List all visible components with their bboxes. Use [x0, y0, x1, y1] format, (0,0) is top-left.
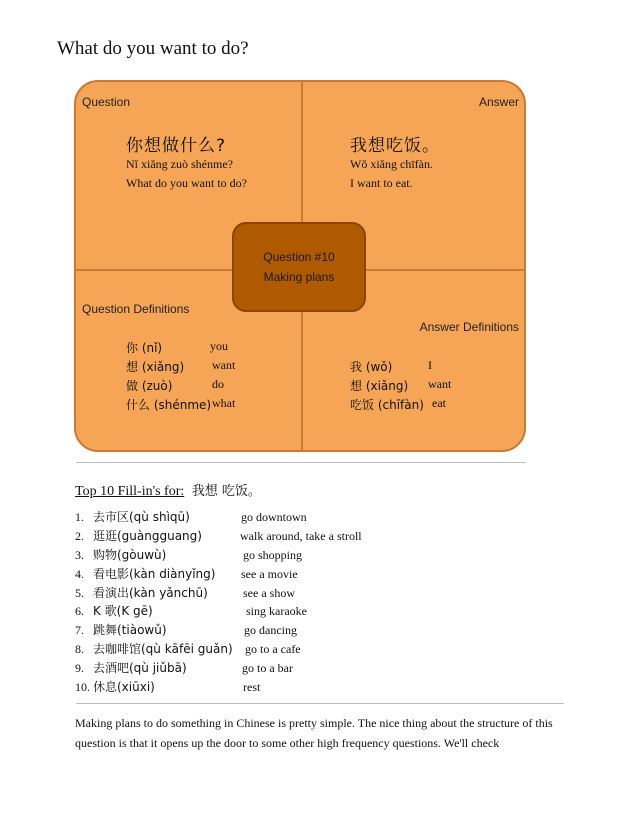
list-item: 2. 逛逛(guàngguang): [75, 529, 202, 543]
answer-label: Answer: [478, 95, 519, 109]
center-question-box: [232, 222, 366, 312]
center-topic: Making plans: [263, 270, 335, 284]
answer-definition-meaning: I: [428, 358, 432, 372]
list-item-meaning: go to a bar: [242, 661, 293, 675]
question-chinese: 你想做什么?: [126, 136, 227, 156]
list-item-meaning: see a movie: [241, 567, 298, 581]
list-item-meaning: go to a cafe: [245, 642, 301, 656]
list-item: 8. 去咖啡馆(qù kāfēi guǎn): [75, 642, 233, 656]
list-item-meaning: go dancing: [244, 623, 297, 637]
answer-definitions-label: Answer Definitions: [419, 320, 519, 334]
question-definition-term: 想 (xiǎng): [126, 360, 185, 374]
list-item-meaning: see a show: [243, 586, 295, 600]
list-item: 3. 购物(gòuwù): [75, 548, 167, 562]
question-definition-term: 做 (zuò): [126, 379, 173, 393]
answer-english: I want to eat.: [350, 176, 413, 190]
answer-definition-term: 吃饭 (chīfàn): [350, 398, 424, 412]
list-item: 4. 看电影(kàn diànyǐng): [75, 567, 216, 581]
list-item: 7. 跳舞(tiàowǔ): [75, 623, 167, 637]
answer-definition-term: 想 (xiǎng): [350, 379, 409, 393]
list-item-meaning: go shopping: [243, 548, 303, 562]
list-item-meaning: rest: [243, 680, 261, 694]
question-definition-term: 你 (nǐ): [126, 341, 163, 355]
list-item: 9. 去酒吧(qù jiǔbā): [75, 661, 187, 675]
question-definition-meaning: do: [212, 377, 224, 391]
list-item: 6. K 歌(K gē): [75, 604, 153, 618]
question-label: Question: [82, 95, 131, 109]
question-definition-meaning: want: [212, 358, 236, 372]
center-question-number: Question #10: [263, 250, 335, 264]
question-definition-meaning: what: [212, 396, 236, 410]
answer-pinyin: Wǒ xiǎng chīfàn.: [350, 157, 433, 171]
question-pinyin: Nǐ xiǎng zuò shénme?: [126, 157, 233, 171]
list-title-prefix: Top 10 Fill-in's for:: [75, 484, 185, 499]
answer-definition-meaning: eat: [432, 396, 446, 410]
divider-top: [76, 462, 526, 463]
divider-bottom: [76, 703, 564, 704]
intro-paragraph: Making plans to do something in Chinese is pretty simple. The nice thing about the structure of this question is that it opens up the door to some other high frequency questions. We'll check: [75, 716, 553, 750]
question-definition-term: 什么 (shénme): [126, 398, 212, 412]
list-title-chinese: 我想 吃饭。: [191, 484, 261, 499]
list-item-meaning: go downtown: [241, 510, 307, 524]
answer-definition-term: 我 (wǒ): [350, 360, 393, 374]
question-definitions-label: Question Definitions: [82, 302, 190, 316]
list-item: 10. 休息(xiūxi): [75, 680, 155, 694]
page-title: What do you want to do?: [57, 38, 249, 59]
list-item: 5. 看演出(kàn yǎnchū): [75, 586, 208, 600]
question-english: What do you want to do?: [126, 176, 247, 190]
list-item: 1. 去市区(qù shìqū): [75, 510, 190, 524]
list-title: [75, 480, 261, 500]
list-item-meaning: sing karaoke: [246, 604, 307, 618]
question-definition-meaning: you: [210, 339, 228, 353]
answer-definition-meaning: want: [428, 377, 452, 391]
list-item-meaning: walk around, take a stroll: [240, 529, 362, 543]
answer-chinese: 我想吃饭。: [350, 136, 440, 156]
